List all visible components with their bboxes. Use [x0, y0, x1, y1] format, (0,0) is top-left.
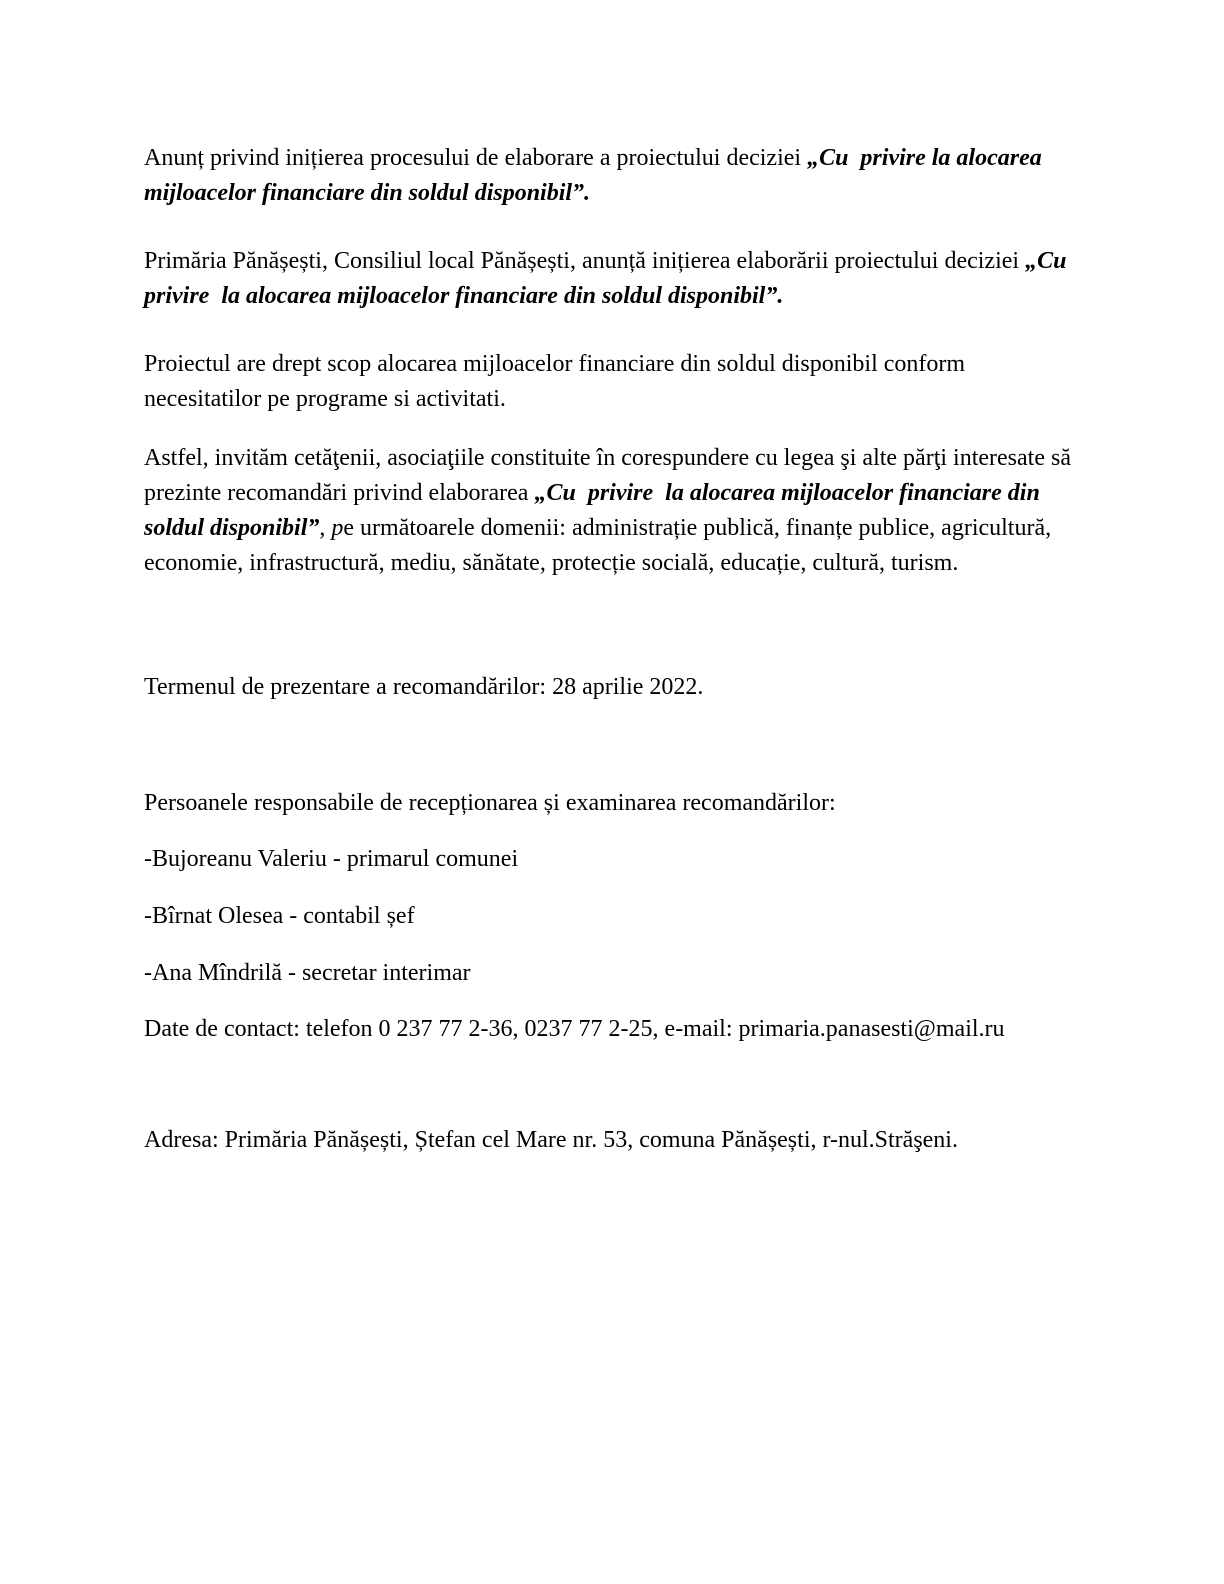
invitation-decision-name: „Cu privire la alocarea mijloacelor financiare din soldul disponibil”: [144, 480, 1046, 541]
invitation-paragraph: [144, 441, 1080, 581]
responsible-person-line: [144, 899, 1080, 934]
contact-paragraph: [144, 1012, 1080, 1047]
responsible-heading: [144, 786, 1080, 821]
responsible-person-line: [144, 956, 1080, 991]
responsible-person-1: -Bujoreanu Valeriu - primarul comunei: [144, 846, 519, 872]
responsible-person-3: -Ana Mîndrilă - secretar interimar: [144, 960, 471, 986]
address-paragraph: [144, 1123, 1080, 1158]
deadline-text: Termenul de prezentare a recomandărilor: 28 aprilie 2022.: [144, 674, 704, 700]
address-text: Adresa: Primăria Pănășești, Ștefan cel Mare nr. 53, comuna Pănășești, r-nul.Străşeni.: [144, 1127, 958, 1153]
responsible-person-line: [144, 842, 1080, 877]
responsible-person-2: -Bîrnat Olesea - contabil șef: [144, 903, 415, 929]
purpose-text: Proiectul are drept scop alocarea mijloacelor financiare din soldul disponibil conform necesitatilor pe programe si activitati.: [144, 351, 972, 412]
title-decision-name: „Cu privire la alocarea mijloacelor financiare din soldul disponibil”.: [144, 145, 1048, 206]
announcement-paragraph: [144, 244, 1080, 314]
announcement-text-regular: Primăria Pănășești, Consiliul local Pănășești, anunță inițierea elaborării proiectului deciziei: [144, 248, 1026, 274]
announcement-decision-name: „Cu privire la alocarea mijloacelor financiare din soldul disponibil”.: [144, 248, 1079, 309]
invitation-comma: ,: [319, 515, 332, 541]
title-paragraph: [144, 141, 1080, 211]
invitation-text-start: Astfel, invităm cetăţenii, asociaţiile constituite în corespundere cu legea şi alte părţi interesate să prezinte recomandări privind elaborarea: [144, 445, 1077, 506]
deadline-paragraph: [144, 670, 1080, 705]
invitation-text-end: e următoarele domenii: administrație publică, finanțe publice, agricultură, economie, infrastructură, mediu, sănătate, protecție socială, educație, cultură, turism.: [144, 515, 1058, 576]
purpose-paragraph: [144, 347, 1080, 417]
responsible-heading-text: Persoanele responsabile de recepționarea și examinarea recomandărilor:: [144, 790, 836, 816]
title-text-regular: Anunț privind inițierea procesului de elaborare a proiectului deciziei: [144, 145, 808, 171]
invitation-italic-letter: p: [331, 515, 344, 541]
contact-text: Date de contact: telefon 0 237 77 2-36, 0237 77 2-25, e-mail: primaria.panasesti@mail.ru: [144, 1016, 1005, 1042]
